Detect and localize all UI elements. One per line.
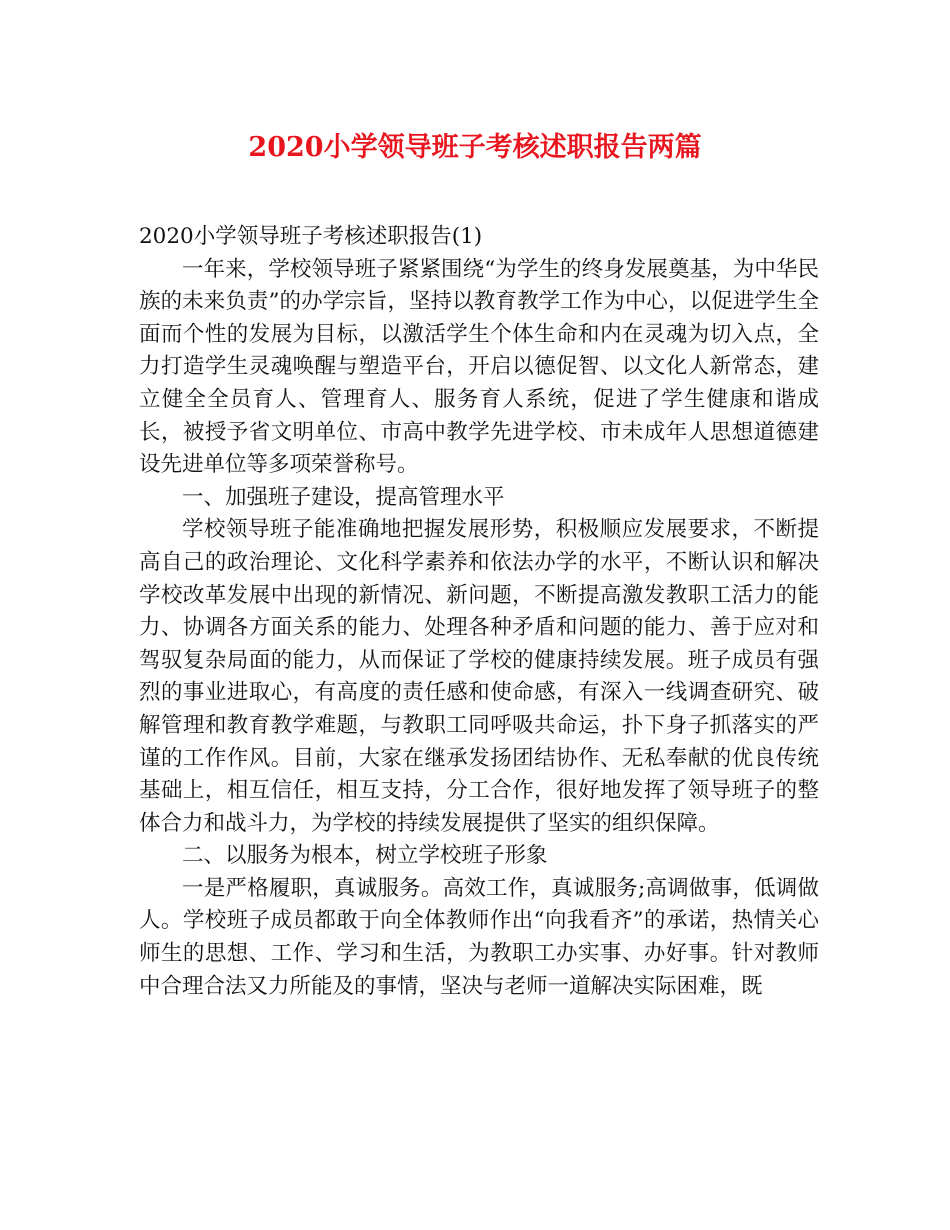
section-heading-1: 一、加强班子建设，提高管理水平 [182,484,505,510]
section-heading-2: 二、以服务为根本，树立学校班子形象 [182,843,548,869]
document-title: 2020小学领导班子考核述职报告两篇 [248,132,702,163]
paragraph-section-2: 一是严格履职，真诚服务。高效工作，真诚服务;高调做事，低调做人。学校班子成员都敢于向全体教师作出“向我看齐”的承诺，热情关心师生的思想、工作、学习和生活，为教职工办实事、办好事。针对教师中合理合法又力所能及的事情，坚决与老师一道解决实际困难，既 [139,875,819,999]
paragraph-section-1: 学校领导班子能准确地把握发展形势，积极顺应发展要求，不断提高自己的政治理论、文化科学素养和依法办学的水平，不断认识和解决学校改革发展中出现的新情况、新问题，不断提高激发教职工活力的能力、协调各方面关系的能力、处理各种矛盾和问题的能力、善于应对和驾驭复杂局面的能力，从而保证了学校的健康持续发展。班子成员有强烈的事业进取心，有高度的责任感和使命感，有深入一线调查研究、破解管理和教育教学难题，与教职工同呼吸共命运，扑下身子抓落实的严谨的工作作风。目前，大家在继承发扬团结协作、无私奉献的优良传统基础上，相互信任，相互支持，分工合作，很好地发挥了领导班子的整体合力和战斗力，为学校的持续发展提供了坚实的组织保障。 [139,517,819,836]
paragraph-intro: 一年来，学校领导班子紧紧围绕“为学生的终身发展奠基，为中华民族的未来负责”的办学宗旨，坚持以教育教学工作为中心，以促进学生全面而个性的发展为目标，以激活学生个体生命和内在灵魂为切入点，全力打造学生灵魂唤醒与塑造平台，开启以德促智、以文化人新常态，建立健全全员育人、管理育人、服务育人系统，促进了学生健康和谐成长，被授予省文明单位、市高中教学先进学校、市未成年人思想道德建设先进单位等多项荣誉称号。 [139,256,819,478]
report-subtitle: 2020小学领导班子考核述职报告(1) [139,224,483,249]
document-body [139,221,819,1003]
